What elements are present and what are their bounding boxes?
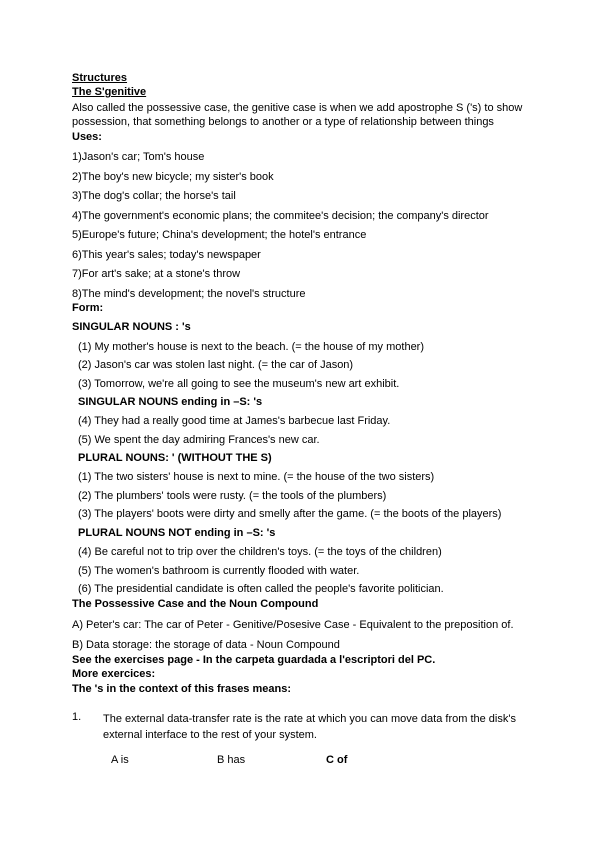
use-item: 7)For art's sake; at a stone's throw <box>72 268 241 280</box>
example-line: (4) They had a really good time at James's barbecue last Friday. <box>78 415 391 427</box>
example-line: (4) Be careful not to trip over the children's toys. (= the toys of the children) <box>78 546 442 558</box>
plural-nouns-heading: PLURAL NOUNS: ' (WITHOUT THE S) <box>78 452 272 464</box>
use-item: 5)Europe's future; China's development; the hotel's entrance <box>72 229 367 241</box>
answer-option-c: C of <box>326 754 348 766</box>
example-line: (1) The two sisters' house is next to mine. (= the house of the two sisters) <box>78 471 435 483</box>
answer-option-a: A is <box>111 754 129 766</box>
example-line: (5) We spent the day admiring Frances's new car. <box>78 434 320 446</box>
use-item: 4)The government's economic plans; the commitee's decision; the company's director <box>72 210 489 222</box>
use-item: 2)The boy's new bicycle; my sister's book <box>72 171 274 183</box>
section-heading-sgenitive: The S'genitive <box>72 86 147 98</box>
use-item: 1)Jason's car; Tom's house <box>72 151 205 163</box>
context-heading: The 's in the context of this frases means: <box>72 683 292 695</box>
question-text: The external data-transfer rate is the rate at which you can move data from the disk's external interface to the rest of your system. <box>103 713 516 741</box>
example-line: (6) The presidential candidate is often called the people's favorite politician. <box>78 583 444 595</box>
example-line: (5) The women's bathroom is currently flooded with water. <box>78 565 360 577</box>
example-line: (3) Tomorrow, we're all going to see the museum's new art exhibit. <box>78 378 400 390</box>
more-exercises-heading: More exercices: <box>72 668 156 680</box>
singular-nouns-heading: SINGULAR NOUNS : 's <box>72 321 191 333</box>
use-item: 6)This year's sales; today's newspaper <box>72 249 261 261</box>
use-item: 8)The mind's development; the novel's structure <box>72 288 306 300</box>
use-item: 3)The dog's collar; the horse's tail <box>72 190 236 202</box>
compound-line: B) Data storage: the storage of data - Noun Compound <box>72 639 340 651</box>
document-title: Structures <box>72 72 128 84</box>
example-line: (2) The plumbers' tools were rusty. (= the tools of the plumbers) <box>78 490 387 502</box>
example-line: (3) The players' boots were dirty and smelly after the game. (= the boots of the players) <box>78 508 502 520</box>
see-exercises-note: See the exercises page - In the carpeta guardada a l'escriptori del PC. <box>72 654 436 666</box>
compound-heading: The Possessive Case and the Noun Compound <box>72 598 319 610</box>
plural-not-s-heading: PLURAL NOUNS NOT ending in –S: 's <box>78 527 276 539</box>
singular-s-heading: SINGULAR NOUNS ending in –S: 's <box>78 396 263 408</box>
intro-paragraph: Also called the possessive case, the genitive case is when we add apostrophe S ('s) to show possession, that something belongs to another or a type of relationship between things <box>72 102 523 128</box>
uses-heading: Uses: <box>72 131 102 143</box>
example-line: (1) My mother's house is next to the beach. (= the house of my mother) <box>78 341 425 353</box>
compound-line: A) Peter's car: The car of Peter - Genitive/Posesive Case - Equivalent to the preposition of. <box>72 619 514 631</box>
form-heading: Form: <box>72 302 104 314</box>
question-number: 1. <box>72 711 82 723</box>
answer-option-b: B has <box>217 754 246 766</box>
example-line: (2) Jason's car was stolen last night. (= the car of Jason) <box>78 359 354 371</box>
